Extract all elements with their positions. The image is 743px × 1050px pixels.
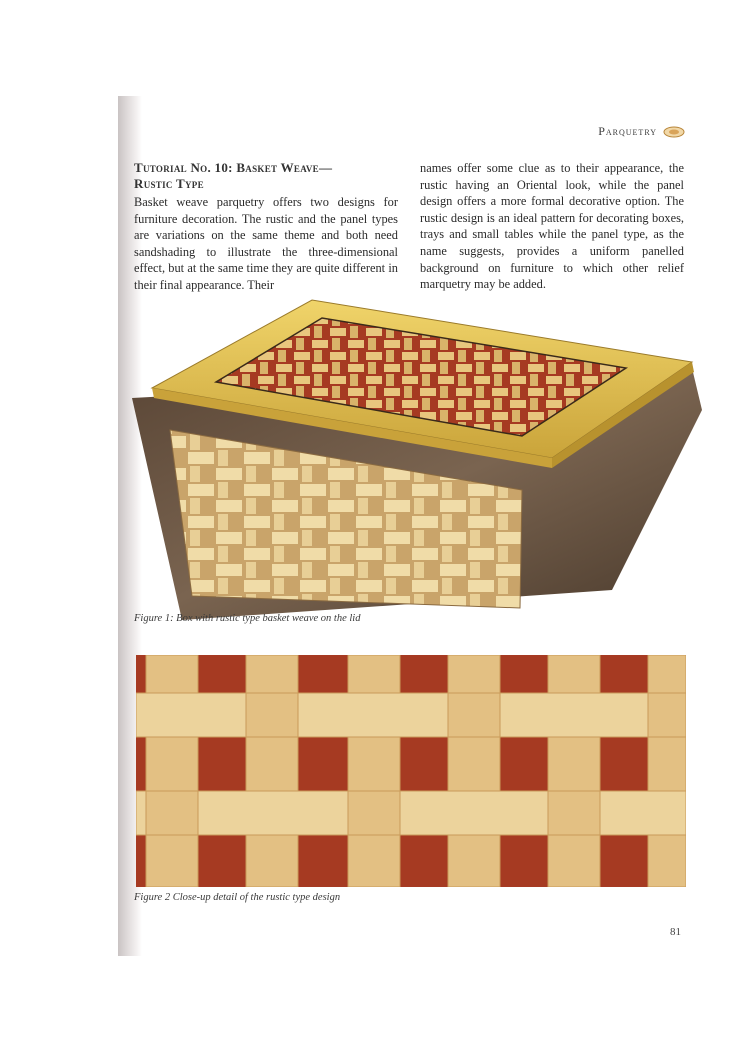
- article-body-right: names offer some clue as to their appearance, the rustic having an Oriental look, while the panel design offers a more formal decorative option. The rustic design is an ideal pattern for decorating boxes, trays and small tables while the panel type, as the name suggests, provides a uniform panelled background on furniture to which other relief marquetry may be added.: [420, 161, 684, 292]
- article-heading-line1: Tutorial No. 10: Basket Weave—: [134, 160, 333, 175]
- figure-box-photo: [132, 290, 712, 620]
- rosette-ornament-icon: [663, 126, 685, 138]
- article-left-column: [134, 160, 398, 294]
- article-right-column: [420, 160, 684, 293]
- article-heading-line2: Rustic Type: [134, 176, 204, 191]
- weave-closeup-illustration: [136, 655, 686, 887]
- box-illustration: [132, 290, 712, 620]
- figure-weave-closeup: [136, 655, 686, 887]
- figure-1-caption: Figure 1: Box with rustic type basket weave on the lid: [134, 613, 361, 624]
- figure-2-caption: Figure 2 Close-up detail of the rustic type design: [134, 892, 341, 903]
- article-heading: [134, 160, 398, 192]
- article-body-left: Basket weave parquetry offers two designs for furniture decoration. The rustic and the panel types are variations on the same theme and both need sandshading to illustrate the three-dimensional effect, but at the same time they are quite different in their final appearance. Their: [134, 195, 398, 292]
- running-head-title: Parquetry: [598, 124, 657, 138]
- page-number: 81: [670, 926, 681, 938]
- running-head: [598, 124, 685, 139]
